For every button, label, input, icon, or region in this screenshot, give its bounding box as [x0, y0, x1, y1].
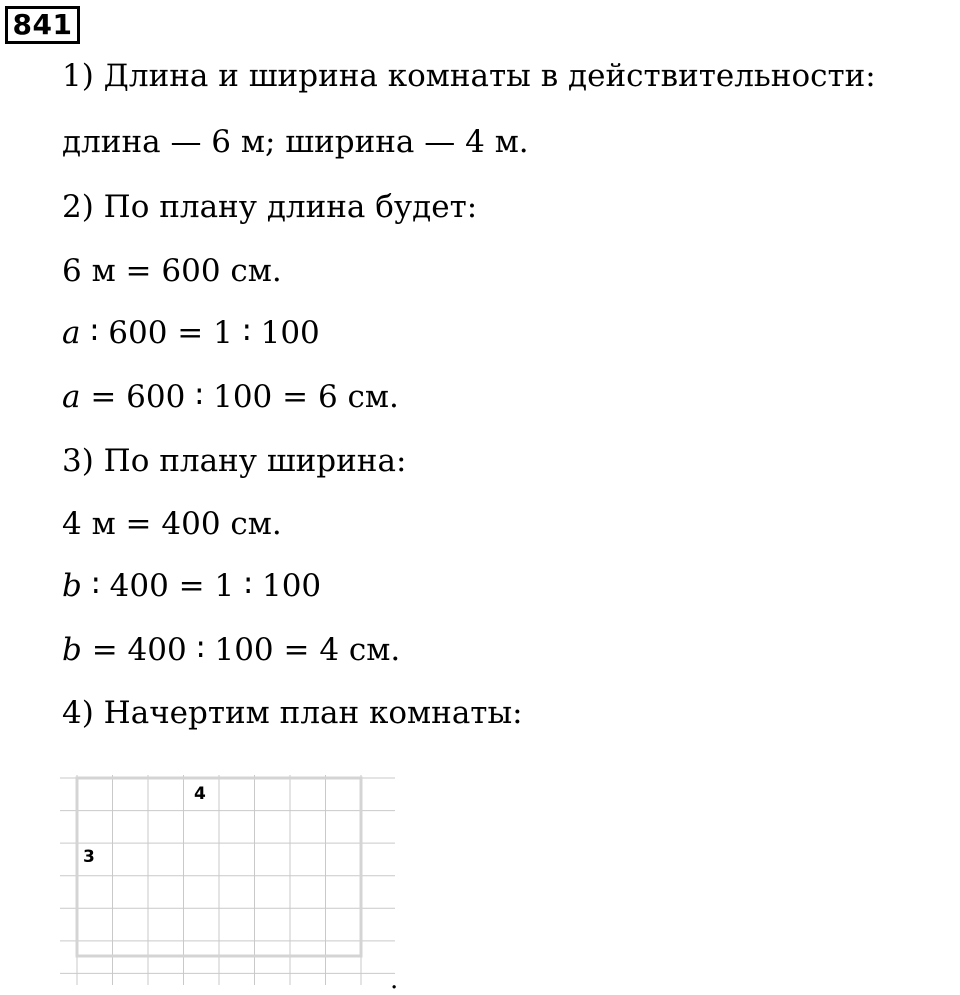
width-result-expression: = 400 ∶ 100 = 4 см. [81, 632, 401, 668]
length-proportion [62, 313, 320, 353]
plan-top-label: 4 [194, 784, 206, 804]
room-plan-grid [60, 775, 395, 985]
real-dimensions-text: длина — 6 м; ширина — 4 м. [62, 124, 529, 160]
end-dot: . [390, 965, 399, 995]
variable-a: a [62, 379, 81, 415]
step4-text: 4) Начертим план комнаты: [62, 695, 523, 731]
variable-b: b [62, 632, 82, 668]
task-number: 841 [5, 6, 80, 44]
width-proportion-expression: ∶ 400 = 1 ∶ 100 [81, 568, 322, 604]
plan-left-label: 3 [83, 847, 95, 867]
width-conversion: 4 м = 400 см. [62, 506, 282, 542]
variable-a: a [62, 315, 81, 351]
width-result [62, 630, 400, 670]
step1-text: 1) Длина и ширина комнаты в действительности: [62, 58, 876, 94]
variable-b: b [62, 568, 82, 604]
step3-text: 3) По плану ширина: [62, 443, 407, 479]
room-plan [60, 775, 395, 985]
length-conversion: 6 м = 600 см. [62, 253, 282, 289]
width-proportion [62, 566, 321, 606]
step2-text: 2) По плану длина будет: [62, 189, 478, 225]
length-result [62, 377, 399, 417]
length-result-expression: = 600 ∶ 100 = 6 см. [80, 379, 399, 415]
length-proportion-expression: ∶ 600 = 1 ∶ 100 [80, 315, 320, 351]
